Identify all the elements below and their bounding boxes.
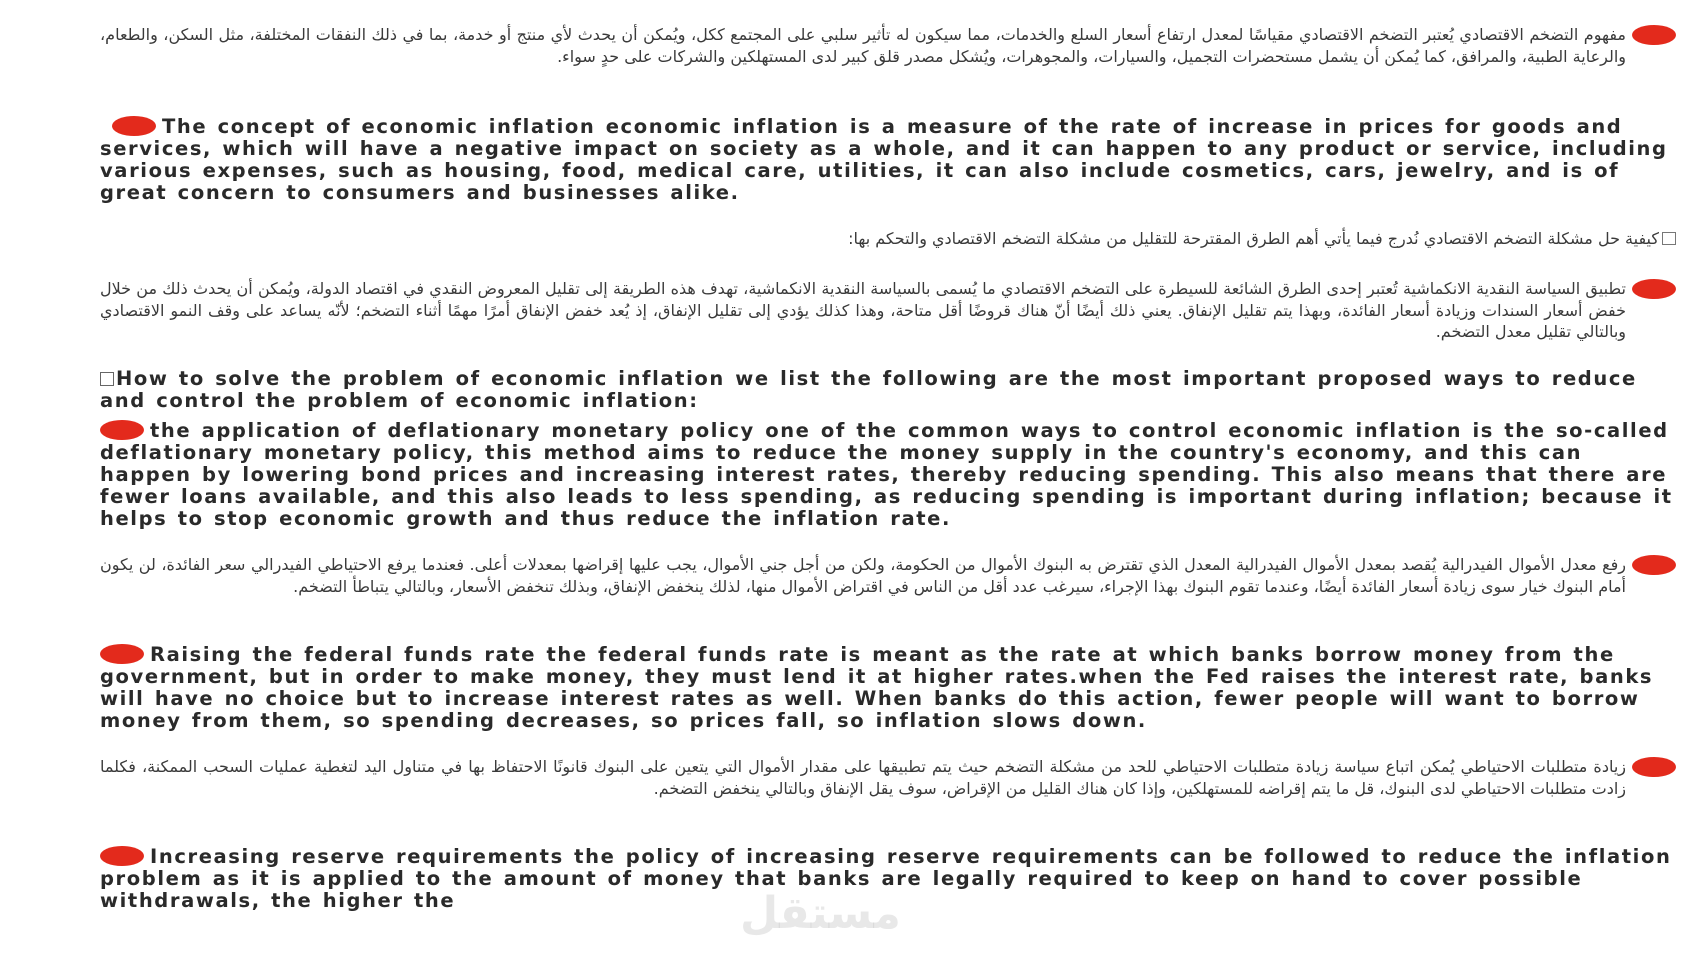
paragraph-text: كيفية حل مشكلة التضخم الاقتصادي نُدرج فيما يأتي أهم الطرق المقترحة للتقليل من مشكلة التضخم الاقتصادي والتحكم بها: [848,229,1659,248]
paragraph-arabic-inflation-concept [100,24,1676,67]
paragraph-arabic-reserve-requirements [100,756,1676,799]
red-bullet-icon [1632,555,1676,575]
paragraph-text: رفع معدل الأموال الفيدرالية يُقصد بمعدل الأموال الفيدرالية المعدل الذي تقترض به البنوك الأموال من الحكومة، ولكن من أجل جني الأموال، يجب عليها إقراضها بمعدلات أعلى. فعندما يرفع الاحتياطي الفيدرالي سعر الفائدة، لن يكون أمام البنوك خيار سوى زيادة أسعار الفائدة أيضًا، وعندما تقوم البنوك بهذا الإجراء، سيرغب عدد أقل من الناس في اقتراض الأموال منها، لذلك ينخفض الإنفاق، وبذلك تنخفض الأسعار، وبالتالي يتباطأ التضخم. [100,555,1626,596]
paragraph-english-deflationary-policy [100,420,1676,530]
paragraph-arabic-federal-funds [100,554,1676,597]
red-bullet-icon [100,846,144,866]
paragraph-text: The concept of economic inflation economic inflation is a measure of the rate of increase in prices for goods and services, which will have a negative impact on society as a whole, and it can happen to any product or service, including various expenses, such as housing, food, medical care, utilities, it can also include cosmetics, cars, jewelry, and is of great concern to consumers and businesses alike. [100,115,1668,204]
red-bullet-icon [1632,25,1676,45]
checkbox-glyph-icon [1662,232,1676,245]
watermark-logo: مستقل [740,888,901,939]
paragraph-english-federal-funds [100,644,1676,732]
red-bullet-icon [1632,757,1676,777]
red-bullet-icon [100,420,144,440]
paragraph-text: تطبيق السياسة النقدية الانكماشية تُعتبر إحدى الطرق الشائعة للسيطرة على التضخم الاقتصادي ما يُسمى بالسياسة النقدية الانكماشية، تهدف هذه الطريقة إلى تقليل المعروض النقدي في اقتصاد الدولة، ويُمكن أن يحدث ذلك من خلال خفض أسعار السندات وزيادة أسعار الفائدة، وبهذا يتم تقليل الإنفاق. يعني ذلك أيضًا أنّ هناك قروضًا أقل متاحة، وهذا كذلك يؤدي إلى تقليل الإنفاق، إذ يُعد خفض الإنفاق أمرًا مهمًا أثناء التضخم؛ لأنّه يساعد على وقف النمو الاقتصادي وبالتالي تقليل معدل التضخم. [100,279,1626,341]
checkbox-glyph-icon [100,372,114,386]
red-bullet-icon [100,644,144,664]
red-bullet-icon [1632,279,1676,299]
paragraph-english-how-to-solve [100,368,1676,412]
paragraph-text: Raising the federal funds rate the federal funds rate is meant as the rate at which banks borrow money from the government, but in order to make money, they must lend it at higher rates.when the Fed raises the interest rate, banks will have no choice but to increase interest rates as well. When banks do this action, fewer people will want to borrow money from them, so spending decreases, so prices fall, so inflation slows down. [100,643,1654,732]
paragraph-text: زيادة متطلبات الاحتياطي يُمكن اتباع سياسة زيادة متطلبات الاحتياطي للحد من مشكلة التضخم حيث يتم تطبيقها على مقدار الأموال التي يتعين على البنوك قانونًا الاحتفاظ بها في متناول اليد لتغطية عمليات السحب الممكنة، فكلما زادت متطلبات الاحتياطي لدى البنوك، قل ما يتم إقراضه للمستهلكين، وإذا كان هناك القليل من الإقراض، سوف يقل الإنفاق وبالتالي ينخفض التضخم. [100,757,1626,798]
paragraph-text: مفهوم التضخم الاقتصادي يُعتبر التضخم الاقتصادي مقياسًا لمعدل ارتفاع أسعار السلع والخدمات، مما سيكون له تأثير سلبي على المجتمع ككل، ويُمكن أن يحدث لأي منتج أو خدمة، بما في ذلك النفقات المختلفة، مثل السكن، والطعام، والرعاية الطبية، والمرافق، كما يُمكن أن يشمل مستحضرات التجميل، والسيارات، والمجوهرات، ويُشكل مصدر قلق كبير لدى المستهلكين والشركات على حدٍ سواء. [100,25,1626,66]
paragraph-text: Increasing reserve requirements the policy of increasing reserve requirements can be followed to reduce the inflation problem as it is applied to the amount of money that banks are legally required to keep on hand to cover possible withdrawals, the higher the [100,845,1672,912]
paragraph-arabic-how-to-solve [100,228,1676,250]
paragraph-arabic-deflationary-policy [100,278,1676,343]
paragraph-text: How to solve the problem of economic inflation we list the following are the most important proposed ways to reduce and control the problem of economic inflation: [100,367,1637,412]
paragraph-english-inflation-concept [100,116,1676,204]
red-bullet-icon [112,116,156,136]
paragraph-text: the application of deflationary monetary policy one of the common ways to control economic inflation is the so-called deflationary monetary policy, this method aims to reduce the money supply in the country's economy, and this can happen by lowering bond prices and increasing interest rates, thereby reducing spending. This also means that there are fewer loans available, and this also leads to less spending, as reducing spending is important during inflation; because it helps to stop economic growth and thus reduce the inflation rate. [100,419,1673,530]
